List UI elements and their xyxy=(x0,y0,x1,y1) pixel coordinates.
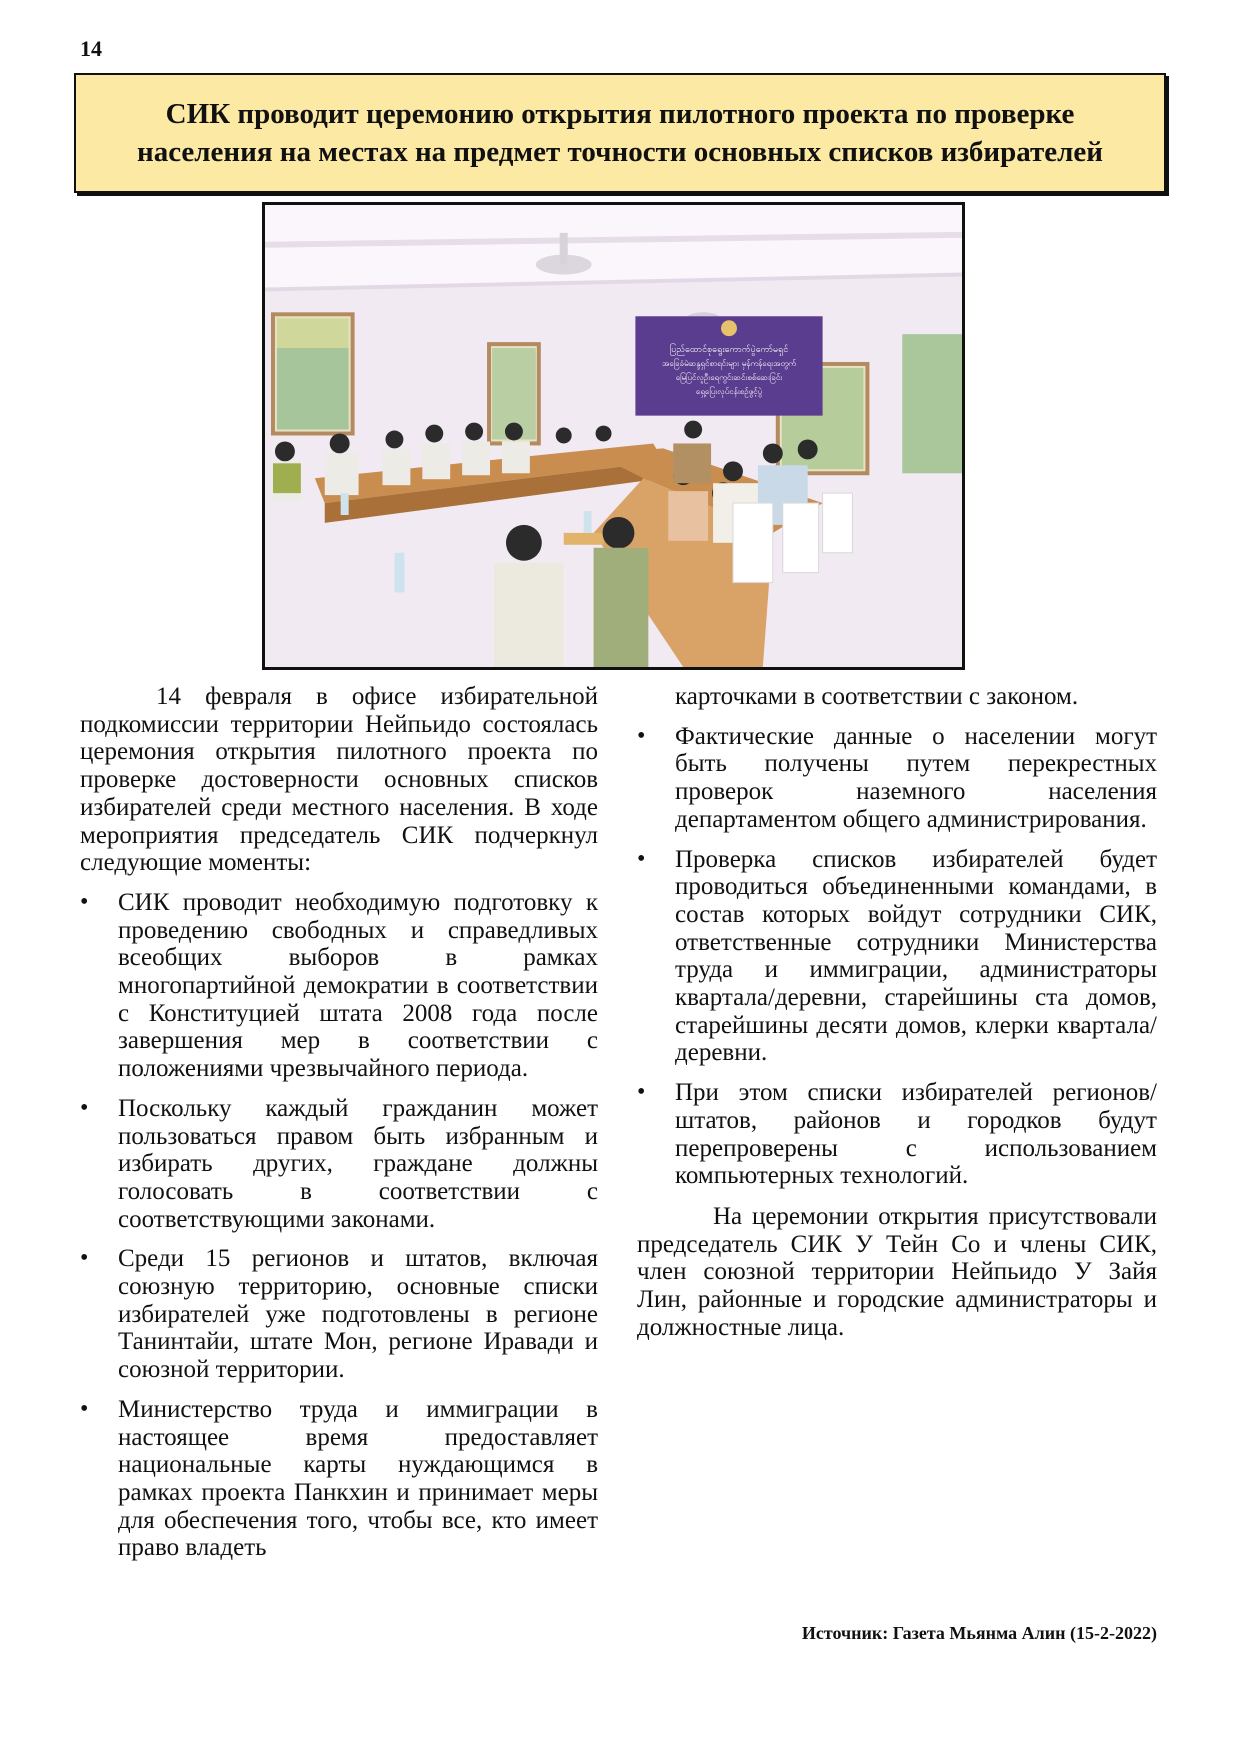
source-credit: Источник: Газета Мьянма Алин (15-2-2022) xyxy=(801,1623,1157,1643)
meeting-photo-illustration xyxy=(265,205,962,667)
bullet-item: • Министерство труда и иммиграции в настоящее время предоставляет национальные карты нуждающимся в рамках проекта Панкхин и принимает меры для обеспечения того, чтобы все, кто имеет право владеть xyxy=(80,1396,598,1562)
banner-line: မြေပြင်လူဦးရေကွင်းဆင်းစစ်ဆေးခြင်း xyxy=(675,372,783,382)
article-right-column xyxy=(637,683,1157,1341)
article-title-box xyxy=(74,73,1166,193)
bullet-item: • Проверка списков избирателей будет проводиться объединенными командами, в состав которых войдут сотрудники СИК, ответственные сотрудники Министерства труда и иммиграции, администраторы квартала/деревни, старейшины ста домов, старейшины десяти домов, клерки квартала/деревни. xyxy=(637,846,1157,1068)
page-number: 14 xyxy=(80,36,102,61)
banner-line: ရှေ့ပြေးလုပ်ငန်းစဉ်ဖွင့်ပွဲ xyxy=(695,386,763,396)
bullet-item: • Поскольку каждый гражданин может пользоваться правом быть избранным и избирать других, граждане должны голосовать в соответствии с соответствующими законами. xyxy=(80,1095,598,1234)
banner-line: ပြည်ထောင်စုရွေးကောက်ပွဲကော်မရှင် xyxy=(669,345,789,356)
bullet-item: • Фактические данные о населении могут быть получены путем перекрестных проверок наземного населения департаментом общего администрирования. xyxy=(637,723,1157,834)
article-title: СИК проводит церемонию открытия пилотного проекта по проверке населения на местах на предмет точности основных списков избирателей xyxy=(136,98,1103,168)
meeting-photo xyxy=(262,202,965,670)
closing-paragraph: На церемонии открытия присутствовали председатель СИК У Тейн Со и члены СИК, член союзной территории Нейпьидо У Зайя Лин, районные и городские администраторы и должностные лица. xyxy=(637,1202,1157,1341)
banner-line: အခြေခံမဲဆန္ဒရှင်စာရင်းများ မှန်ကန်ရေးအတွက် xyxy=(662,358,796,368)
intro-paragraph: 14 февраля в офисе избирательной подкомиссии территории Нейпьидо состоялась церемония открытия пилотного проекта по проверке достоверности основных списков избирателей среди местного населения. В ходе мероприятия председатель СИК подчеркнул следующие моменты: xyxy=(80,683,598,877)
bullet-continuation: карточками в соответствии с законом. xyxy=(675,683,1079,710)
article-left-column xyxy=(80,683,598,1562)
bullet-item: • При этом списки избирателей регионов/штатов, районов и городков будут перепроверены с использованием компьютерных технологий. xyxy=(637,1079,1157,1190)
bullet-item: • Среди 15 регионов и штатов, включая союзную территорию, основные списки избирателей уже подготовлены в регионе Танинтайи, штате Мон, регионе Иравади и союзной территории. xyxy=(80,1245,598,1384)
bullet-item: • СИК проводит необходимую подготовку к проведению свободных и справедливых всеобщих выборов в рамках многопартийной демократии в соответствии с Конституцией штата 2008 года после завершения мер в соответствии с положениями чрезвычайного периода. xyxy=(80,889,598,1083)
